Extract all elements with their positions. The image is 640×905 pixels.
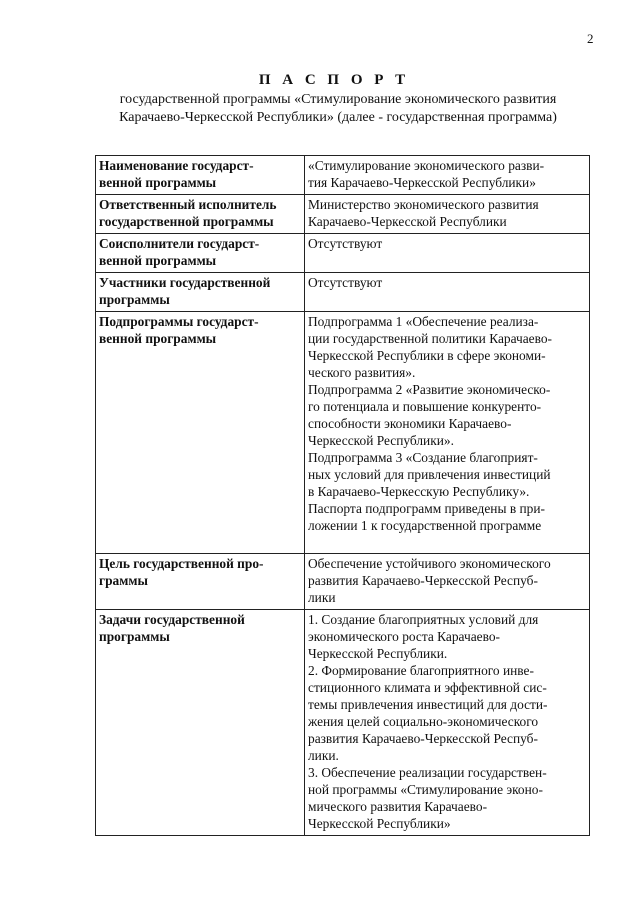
row-value-line: Черкесской Республики в сфере экономи-: [308, 348, 546, 363]
row-label: [96, 234, 305, 273]
row-value-line: Черкесской Республики»: [308, 816, 451, 831]
row-label: [96, 156, 305, 195]
row-value-line: экономического роста Карачаево-: [308, 629, 500, 644]
row-value-line: темы привлечения инвестиций для дости-: [308, 697, 548, 712]
row-value-line: ческого развития».: [308, 365, 416, 380]
row-value: [305, 554, 590, 610]
row-value-line: 3. Обеспечение реализации государствен-: [308, 765, 547, 780]
passport-row: [96, 156, 590, 195]
row-value-line: мического развития Карачаево-: [308, 799, 488, 814]
row-value: [305, 156, 590, 195]
row-label: [96, 312, 305, 554]
row-value-line: Подпрограмма 2 «Развитие экономическо-: [308, 382, 551, 397]
row-value-line: го потенциала и повышение конкуренто-: [308, 399, 542, 414]
row-label: [96, 554, 305, 610]
row-value-line: ции государственной политики Карачаево-: [308, 331, 553, 346]
row-value: [305, 234, 590, 273]
subtitle-line: государственной программы «Стимулирование экономического развития: [119, 92, 557, 107]
row-label-line: Участники государственной: [99, 275, 271, 290]
row-value-line: Карачаево-Черкесской Республики: [308, 214, 507, 229]
row-value-line: ных условий для привлечения инвестиций: [308, 467, 551, 482]
row-value-line: Подпрограмма 3 «Создание благоприят-: [308, 450, 538, 465]
row-value: [305, 273, 590, 312]
passport-row: [96, 195, 590, 234]
row-spacer: [308, 534, 586, 550]
row-value-line: ной программы «Стимулирование эконо-: [308, 782, 543, 797]
row-value-line: Отсутствуют: [308, 275, 383, 290]
row-label-line: Соисполнители государст-: [99, 236, 260, 251]
passport-row: [96, 273, 590, 312]
row-label-line: Подпрограммы государст-: [99, 314, 259, 329]
row-value-line: лики: [308, 590, 336, 605]
row-value-line: Черкесской Республики.: [308, 646, 448, 661]
row-value: [305, 195, 590, 234]
row-value-line: развития Карачаево-Черкесской Респуб-: [308, 573, 538, 588]
row-label-line: венной программы: [99, 253, 217, 268]
row-value-line: Черкесской Республики».: [308, 433, 454, 448]
row-value-line: способности экономики Карачаево-: [308, 416, 512, 431]
row-value-line: ложении 1 к государственной программе: [308, 518, 542, 533]
row-value-line: Министерство экономического развития: [308, 197, 539, 212]
subtitle-line: Карачаево-Черкесской Республики» (далее - государственная программа): [119, 110, 557, 125]
row-value-line: «Стимулирование экономического разви-: [308, 158, 545, 173]
row-value-line: развития Карачаево-Черкесской Респуб-: [308, 731, 538, 746]
page-number: 2: [587, 31, 594, 46]
row-value-line: лики.: [308, 748, 339, 763]
row-label-line: Цель государственной про-: [99, 556, 264, 571]
row-value: [305, 610, 590, 836]
document-title: П А С П О Р Т: [258, 72, 410, 88]
row-label: [96, 273, 305, 312]
row-value-line: стиционного климата и эффективной сис-: [308, 680, 547, 695]
row-label-line: программы: [99, 292, 170, 307]
row-value-line: Обеспечение устойчивого экономического: [308, 556, 551, 571]
passport-row: [96, 610, 590, 836]
row-value-line: 1. Создание благоприятных условий для: [308, 612, 539, 627]
passport-row: [96, 234, 590, 273]
row-value-line: 2. Формирование благоприятного инве-: [308, 663, 534, 678]
row-value-line: Отсутствуют: [308, 236, 383, 251]
row-value-line: тия Карачаево-Черкесской Республики»: [308, 175, 536, 190]
row-label-line: государственной программы: [99, 214, 274, 229]
row-label-line: Задачи государственной: [99, 612, 245, 627]
row-value-line: Паспорта подпрограмм приведены в при-: [308, 501, 545, 516]
passport-row: [96, 312, 590, 554]
row-value-line: в Карачаево-Черкесскую Республику».: [308, 484, 530, 499]
row-label: [96, 195, 305, 234]
passport-table: [95, 155, 590, 836]
row-value-line: Подпрограмма 1 «Обеспечение реализа-: [308, 314, 539, 329]
row-label-line: программы: [99, 629, 170, 644]
document-subtitle: [36, 91, 640, 127]
row-label: [96, 610, 305, 836]
row-label-line: Ответственный исполнитель: [99, 197, 277, 212]
row-label-line: граммы: [99, 573, 148, 588]
row-label-line: венной программы: [99, 175, 217, 190]
document-heading: [0, 72, 640, 127]
row-value-line: жения целей социально-экономического: [308, 714, 539, 729]
row-value: [305, 312, 590, 554]
row-label-line: венной программы: [99, 331, 217, 346]
row-label-line: Наименование государст-: [99, 158, 254, 173]
passport-row: [96, 554, 590, 610]
